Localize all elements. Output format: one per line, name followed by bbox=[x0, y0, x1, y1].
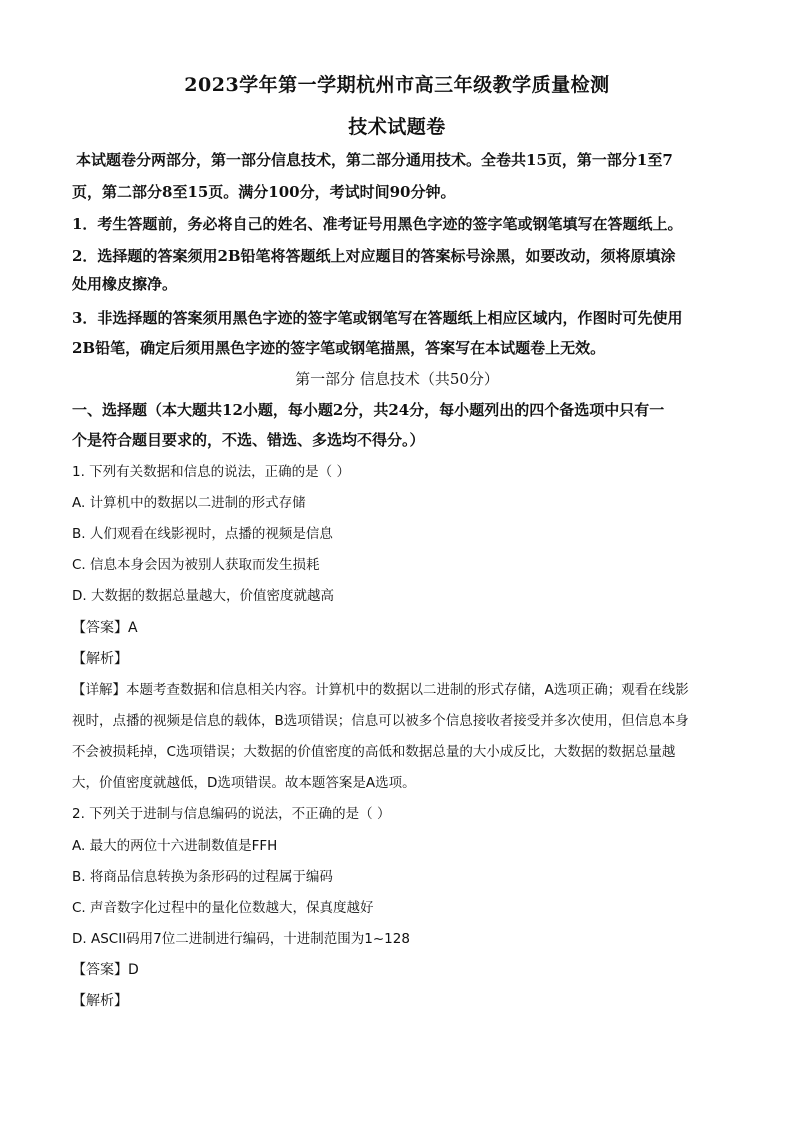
note-1: 1．考生答题前，务必将自己的姓名、准考证号用黑色字迹的签字笔或钢笔填写在答题纸上。 bbox=[72, 215, 683, 233]
q1-answer: 【答案】A bbox=[72, 620, 138, 636]
q1-stem: 1. 下列有关数据和信息的说法，正确的是（ ） bbox=[72, 464, 350, 480]
q1-detail-line-3: 不会被损耗掉，C选项错误；大数据的价值密度的高低和数据总量的大小成反比，大数据的数据总量越 bbox=[72, 744, 676, 760]
exam-title: 2023学年第一学期杭州市高三年级教学质量检测 bbox=[184, 74, 610, 96]
note-3-line-1: 3．非选择题的答案须用黑色字迹的签字笔或钢笔写在答题纸上相应区域内，作图时可先使用 bbox=[72, 309, 683, 327]
q1-option-a: A. 计算机中的数据以二进制的形式存储 bbox=[72, 495, 306, 511]
q1-option-c: C. 信息本身会因为被别人获取而发生损耗 bbox=[72, 557, 320, 573]
q1-analysis-label: 【解析】 bbox=[72, 651, 128, 667]
q1-detail-line-2: 视时，点播的视频是信息的载体，B选项错误；信息可以被多个信息接收者接受并多次使用，但信息本身 bbox=[72, 713, 689, 729]
q1-option-b: B. 人们观看在线影视时，点播的视频是信息 bbox=[72, 526, 333, 542]
note-2-line-2: 处用橡皮擦净。 bbox=[72, 275, 178, 293]
exam-subtitle: 技术试题卷 bbox=[348, 116, 446, 138]
q2-answer: 【答案】D bbox=[72, 962, 139, 978]
q2-option-d: D. ASCII码用7位二进制进行编码，十进制范围为1~128 bbox=[72, 931, 410, 947]
section-heading-line-1: 一、选择题（本大题共12小题，每小题2分，共24分，每小题列出的四个备选项中只有一 bbox=[72, 401, 665, 419]
section-heading-line-2: 个是符合题目要求的，不选、错选、多选均不得分。） bbox=[72, 431, 425, 449]
q2-option-c: C. 声音数字化过程中的量化位数越大，保真度越好 bbox=[72, 900, 374, 916]
q2-option-b: B. 将商品信息转换为条形码的过程属于编码 bbox=[72, 869, 333, 885]
q1-detail-line-1: 【详解】本题考查数据和信息相关内容。计算机中的数据以二进制的形式存储，A选项正确；观看在线影 bbox=[72, 682, 689, 698]
q1-detail-line-4: 大，价值密度就越低，D选项错误。故本题答案是A选项。 bbox=[72, 775, 416, 791]
part1-heading: 第一部分 信息技术（共50分） bbox=[295, 370, 499, 388]
note-2-line-1: 2．选择题的答案须用2B铅笔将答题纸上对应题目的答案标号涂黑，如要改动，须将原填涂 bbox=[72, 247, 676, 265]
intro-line-1: 本试题卷分两部分，第一部分信息技术，第二部分通用技术。全卷共15页，第一部分1至7 bbox=[76, 151, 673, 169]
note-3-line-2: 2B铅笔，确定后须用黑色字迹的签字笔或钢笔描黑，答案写在本试题卷上无效。 bbox=[72, 339, 606, 357]
q2-stem: 2. 下列关于进制与信息编码的说法，不正确的是（ ） bbox=[72, 806, 391, 822]
q2-analysis-label: 【解析】 bbox=[72, 993, 128, 1009]
intro-line-2: 页，第二部分8至15页。满分100分，考试时间90分钟。 bbox=[72, 183, 456, 201]
q1-option-d: D. 大数据的数据总量越大，价值密度就越高 bbox=[72, 588, 334, 604]
q2-option-a: A. 最大的两位十六进制数值是FFH bbox=[72, 838, 278, 854]
